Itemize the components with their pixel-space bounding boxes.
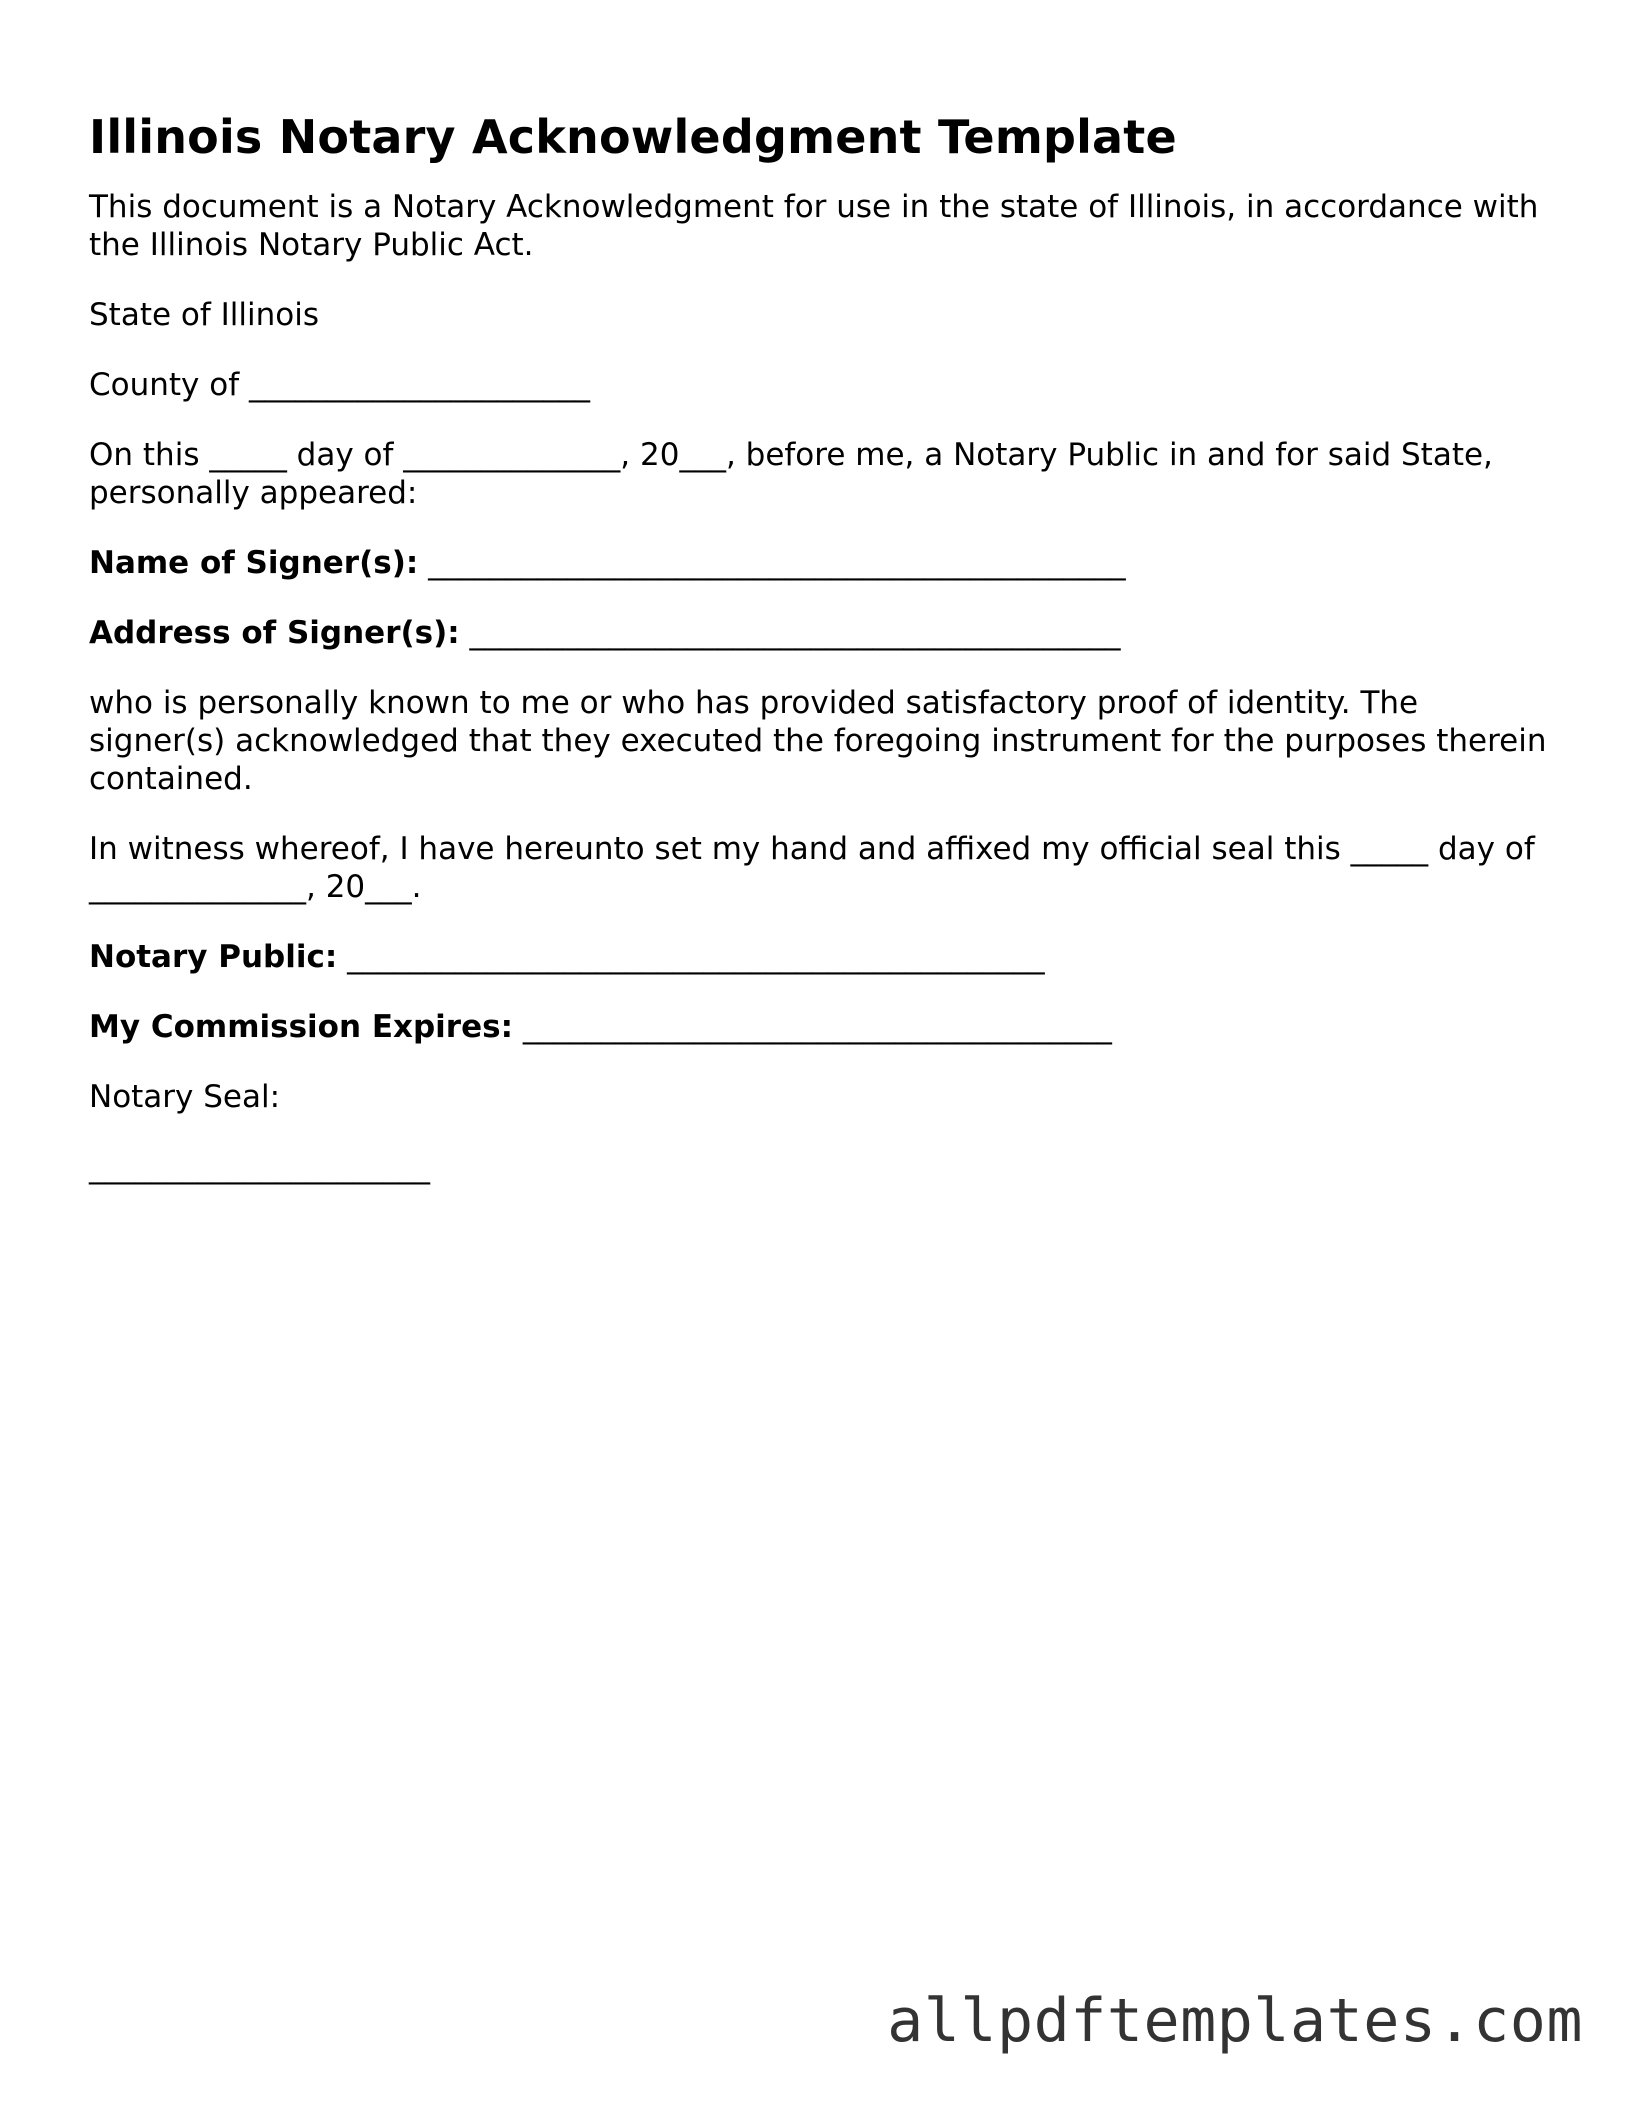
signer-name-blank: _____________________________________________ (428, 545, 1126, 581)
signer-address-line (89, 614, 1549, 652)
watermark-text: allpdftemplates.com (887, 1986, 1583, 2056)
notary-public-blank: _____________________________________________ (347, 939, 1045, 975)
signer-address-label: Address of Signer(s): (89, 615, 460, 651)
signer-name-line (89, 544, 1549, 582)
signer-name-label: Name of Signer(s): (89, 545, 419, 581)
identity-paragraph: who is personally known to me or who has provided satisfactory proof of identity. The signer(s) acknowledged that they executed the foregoing instrument for the purposes therein contained. (89, 685, 1547, 797)
document-page (89, 108, 1549, 1218)
notary-seal-blank: ______________________ (89, 1149, 430, 1185)
notary-seal-label: Notary Seal: (89, 1079, 281, 1115)
appearance-paragraph: On this _____ day of ______________, 20___, before me, a Notary Public in and for said State, personally appeared: (89, 437, 1493, 511)
notary-public-label: Notary Public: (89, 939, 338, 975)
notary-public-line (89, 938, 1549, 976)
document-title: Illinois Notary Acknowledgment Template (89, 110, 1177, 164)
state-line: State of Illinois (89, 297, 320, 333)
signer-address-blank: __________________________________________ (469, 615, 1121, 651)
county-line: County of ______________________ (89, 367, 590, 403)
intro-paragraph: This document is a Notary Acknowledgment for use in the state of Illinois, in accordance with the Illinois Notary Public Act. (89, 189, 1539, 263)
witness-paragraph: In witness whereof, I have hereunto set my hand and affixed my official seal this _____ day of ______________, 20___. (89, 831, 1535, 905)
commission-expires-label: My Commission Expires: (89, 1009, 513, 1045)
commission-expires-line (89, 1008, 1549, 1046)
commission-expires-blank: ______________________________________ (522, 1009, 1112, 1045)
